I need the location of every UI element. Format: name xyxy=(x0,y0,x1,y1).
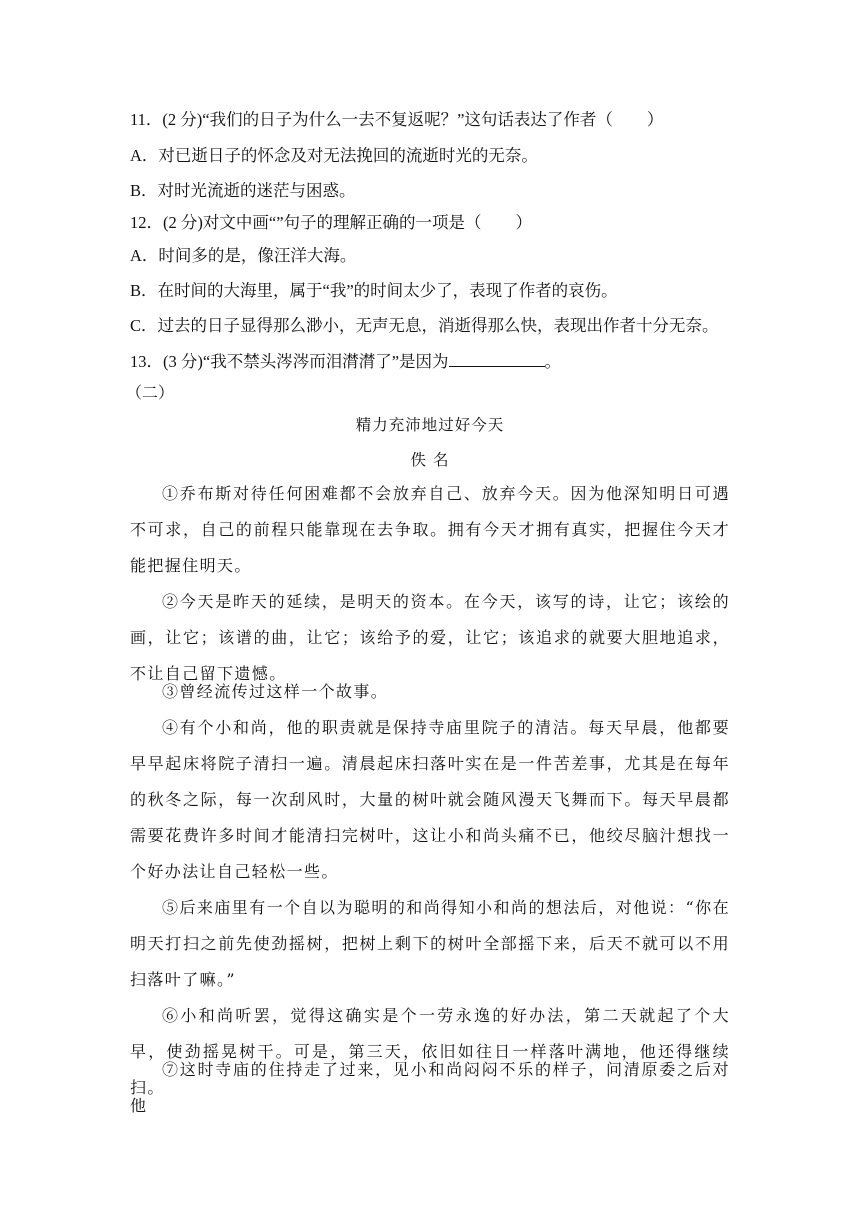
paragraph-6: ⑥小和尚听罢，觉得这确实是个一劳永逸的好办法，第二天就起了个大早，使劲摇晃树干。可是，第三天，依旧如往日一样落叶满地，他还得继续扫。 xyxy=(130,1006,730,1097)
question-12-text: 12．(2 分)对文中画“”句子的理解正确的一项是（ xyxy=(130,213,482,232)
paragraph-7: ⑦这时寺庙的住持走了过来，见小和尚闷闷不乐的样子，问清原委之后对他 xyxy=(130,1060,730,1115)
question-11-option-b: B．对时光流逝的迷茫与困惑。 xyxy=(130,181,356,200)
question-13-stem xyxy=(130,350,750,373)
question-13-text: 13．(3 分)“我不禁头涔涔而泪潸潸了”是因为 xyxy=(130,352,449,371)
question-11-text: 11．(2 分)“我们的日子为什么一去不复返呢？”这句话表达了作者（ xyxy=(130,110,613,129)
question-12-option-a: A．时间多的是，像汪洋大海。 xyxy=(130,246,357,265)
paragraph-4: ④有个小和尚，他的职责就是保持寺庙里院子的清洁。每天早晨，他都要早早起床将院子清扫一遍。清晨起床扫落叶实在是一件苦差事，尤其是在每年的秋冬之际，每一次刮风时，大量的树叶就会随风漫天飞舞而下。每天早晨都需要花费许多时间才能清扫完树叶，这让小和尚头痛不已，他绞尽脑汁想找一个好办法让自己轻松一些。 xyxy=(130,718,730,881)
question-12-bracket-close: ） xyxy=(515,213,533,232)
answer-blank[interactable] xyxy=(449,350,545,367)
question-11-option-a: A．对已逝日子的怀念及对无法挽回的流逝时光的无奈。 xyxy=(130,146,538,165)
question-11-stem xyxy=(130,109,750,131)
question-12-stem xyxy=(130,212,750,234)
article-title: 精力充沛地过好今天 xyxy=(355,416,505,434)
question-13-period: 。 xyxy=(544,352,562,371)
section-label: （二） xyxy=(126,383,175,402)
paragraph-2: ②今天是昨天的延续，是明天的资本。在今天，该写的诗，让它；该绘的画，让它；该谱的曲，让它；该给予的爱，让它；该追求的就要大胆地追求，不让自己留下遗憾。 xyxy=(130,592,730,683)
question-11-bracket-close: ） xyxy=(646,110,664,129)
question-12-option-c: C．过去的日子显得那么渺小，无声无息，消逝得那么快，表现出作者十分无奈。 xyxy=(130,316,719,335)
paragraph-3: ③曾经流传过这样一个故事。 xyxy=(162,682,389,701)
paragraph-1: ①乔布斯对待任何困难都不会放弃自己、放弃今天。因为他深知明日可遇不可求，自己的前程只能靠现在去争取。拥有今天才拥有真实，把握住今天才能把握住明天。 xyxy=(130,484,730,575)
article-author: 佚 名 xyxy=(410,451,450,469)
question-12-option-b: B．在时间的大海里，属于“我”的时间太少了，表现了作者的哀伤。 xyxy=(130,281,618,300)
paragraph-5: ⑤后来庙里有一个自以为聪明的和尚得知小和尚的想法后，对他说：“你在明天打扫之前先使劲摇树，把树上剩下的树叶全部摇下来，后天不就可以不用扫落叶了嘛。” xyxy=(130,898,730,989)
